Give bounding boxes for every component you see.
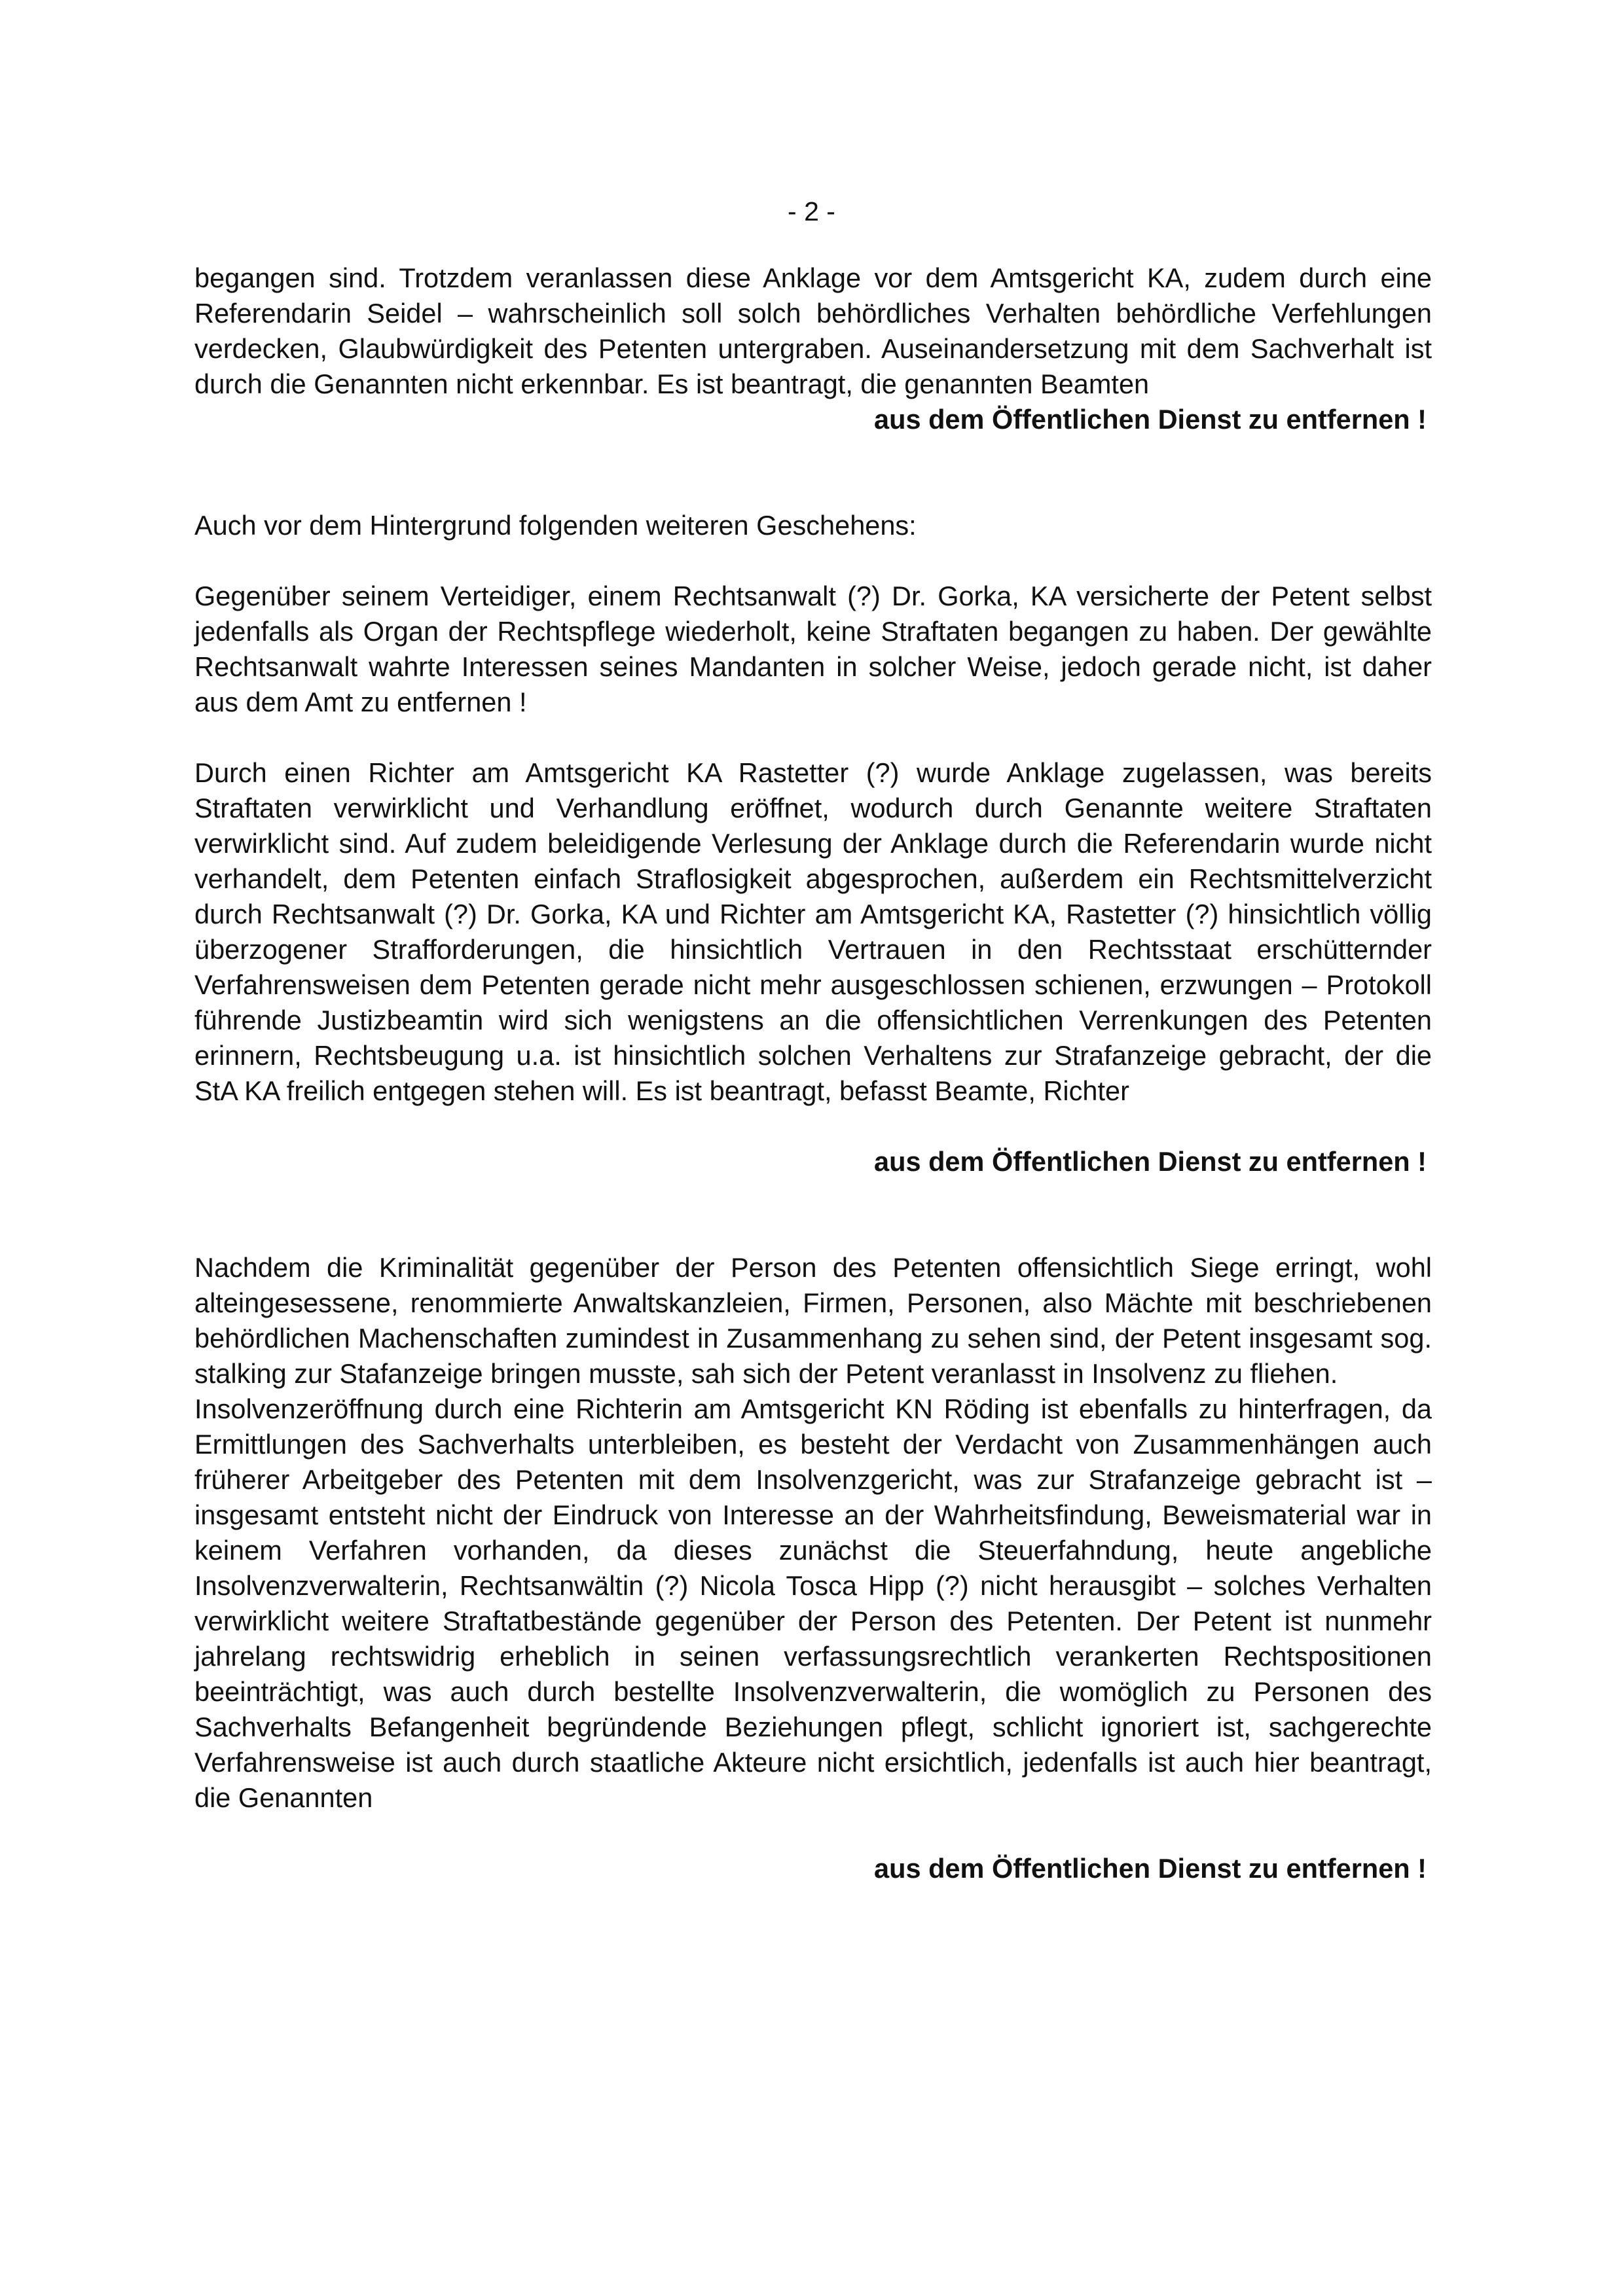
spacer <box>194 1816 1432 1851</box>
paragraph-beamten-intro: begangen sind. Trotzdem veranlassen diese Anklage vor dem Amtsgericht KA, zudem durch eine Referendarin Seidel – wahrscheinlich soll solch behördliches Verhalten behördliche Verfehlungen verdecken, Glaubwürdigkeit des Petenten untergraben. Auseinandersetzung mit dem Sachverhalt ist durch die Genannten nicht erkennbar. Es ist beantragt, die genannten Beamten <box>194 262 1432 399</box>
spacer <box>194 1179 1432 1250</box>
page-number: - 2 - <box>788 196 835 226</box>
paragraph-verteidiger: Gegenüber seinem Verteidiger, einem Rechtsanwalt (?) Dr. Gorka, KA versicherte der Petent selbst jedenfalls als Organ der Rechtspflege wiederholt, keine Straftaten begangen zu haben. Der gewählte Rechtsanwalt wahrte Interessen seines Mandanten in solcher Weise, jedoch gerade nicht, ist daher aus dem Amt zu entfernen ! <box>194 581 1432 717</box>
paragraph-kriminalitaet: Nachdem die Kriminalität gegenüber der Person des Petenten offensichtlich Siege erringt, wohl alteingesessene, renommierte Anwaltskanzleien, Firmen, Personen, also Mächte mit beschriebenen behördlichen Machenschaften zumindest in Zusammenhang zu sehen sind, der Petent insgesamt sog. stalking zur Stafanzeige bringen musste, sah sich der Petent veranlasst in Insolvenz zu fliehen. <box>194 1252 1432 1389</box>
demand-removal-3: aus dem Öffentlichen Dienst zu entfernen ! <box>874 1853 1427 1884</box>
demand-removal-1: aus dem Öffentlichen Dienst zu entfernen ! <box>874 404 1427 435</box>
spacer <box>194 437 1432 508</box>
demand-removal-2: aus dem Öffentlichen Dienst zu entfernen ! <box>874 1146 1427 1177</box>
paragraph-insolvenz: Insolvenzeröffnung durch eine Richterin am Amtsgericht KN Röding ist ebenfalls zu hinterfragen, da Ermittlungen des Sachverhalts unterbleiben, es besteht der Verdacht von Zusammenhängen auch früherer Arbeitgeber des Petenten mit dem Insolvenzgericht, was zur Strafanzeige gebracht ist – insgesamt entsteht nicht der Eindruck von Interesse an der Wahrheitsfindung, Beweismaterial war in keinem Verfahren vorhanden, da dieses zunächst die Steuerfahndung, heute angebliche Insolvenzverwalterin, Rechtsanwältin (?) Nicola Tosca Hipp (?) nicht herausgibt – solches Verhalten verwirklicht weitere Straftatbestände gegenüber der Person des Petenten. Der Petent ist nunmehr jahrelang rechtswidrig erheblich in seinen verfassungsrechtlich verankerten Rechtspositionen beeinträchtigt, was auch durch bestellte Insolvenzverwalterin, die womöglich zu Personen des Sachverhalts Befangenheit begründende Beziehungen pflegt, schlicht ignoriert ist, sachgerechte Verfahrensweise ist auch durch staatliche Akteure nicht ersichtlich, jedenfalls ist auch hier beantragt, die Genannten <box>194 1393 1432 1813</box>
document-body <box>194 260 1432 1886</box>
spacer <box>194 1109 1432 1144</box>
paragraph-hintergrund: Auch vor dem Hintergrund folgenden weiteren Geschehens: <box>194 510 917 541</box>
paragraph-richter-amtsgericht: Durch einen Richter am Amtsgericht KA Rastetter (?) wurde Anklage zugelassen, was bereits Straftaten verwirklicht und Verhandlung eröffnet, wodurch durch Genannte weitere Straftaten verwirklicht sind. Auf zudem beleidigende Verlesung der Anklage durch die Referendarin wurde nicht verhandelt, dem Petenten einfach Straflosigkeit abgesprochen, außerdem ein Rechtsmittelverzicht durch Rechtsanwalt (?) Dr. Gorka, KA und Richter am Amtsgericht KA, Rastetter (?) hinsichtlich völlig überzogener Strafforderungen, die hinsichtlich Vertrauen in den Rechtsstaat erschütternder Verfahrensweisen dem Petenten gerade nicht mehr ausgeschlossen schienen, erzwungen – Protokoll führende Justizbeamtin wird sich wenigstens an die offensichtlichen Verrenkungen des Petenten erinnern, Rechtsbeugung u.a. ist hinsichtlich solchen Verhaltens zur Strafanzeige gebracht, der die StA KA freilich entgegen stehen will. Es ist beantragt, befasst Beamte, Richter <box>194 757 1432 1106</box>
spacer <box>194 720 1432 755</box>
spacer <box>194 543 1432 579</box>
